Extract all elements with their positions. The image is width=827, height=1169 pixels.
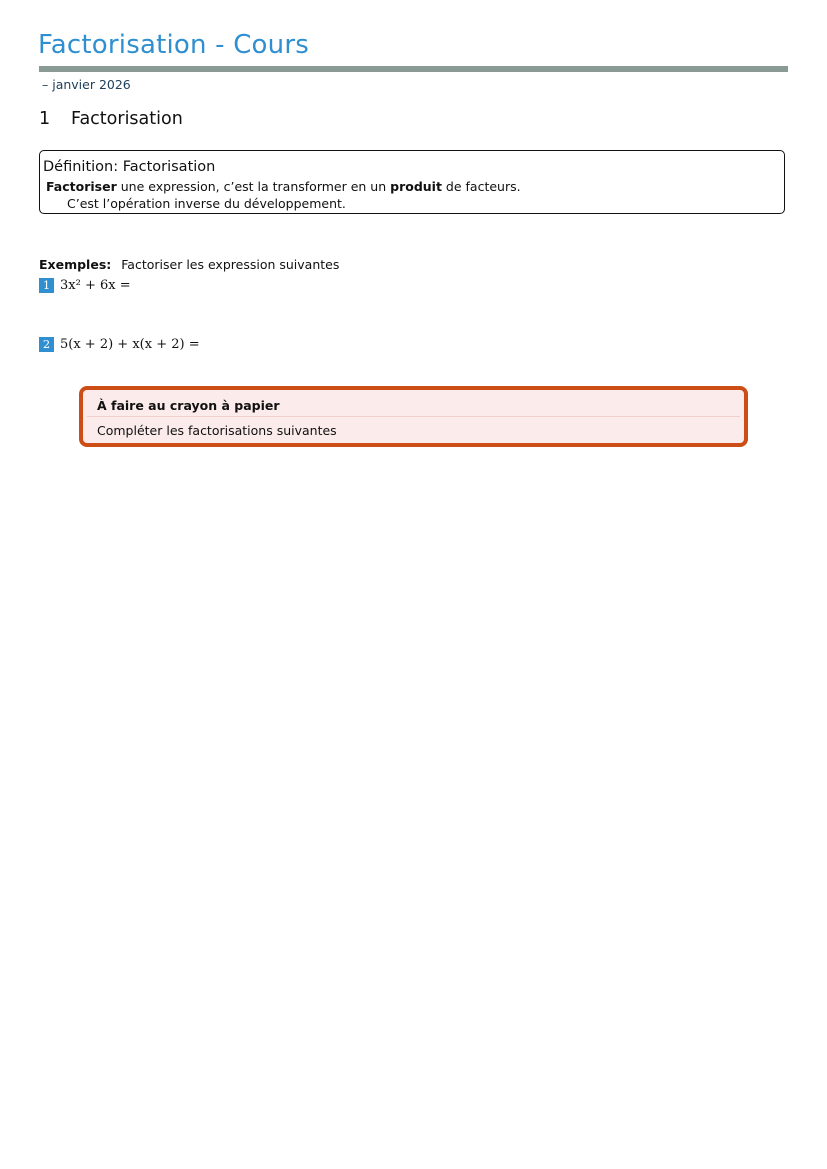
section-title: Factorisation bbox=[71, 109, 183, 129]
item-number-badge: 2 bbox=[39, 337, 54, 352]
definition-text-end: de facteurs. bbox=[441, 179, 521, 194]
examples-label: Exemples: bbox=[39, 257, 112, 272]
page-title: Factorisation - Cours bbox=[38, 30, 309, 60]
example-item bbox=[39, 278, 131, 293]
document-date: – janvier 2026 bbox=[42, 77, 131, 92]
definition-heading: Définition: bbox=[43, 159, 119, 175]
section-number: 1 bbox=[39, 109, 51, 129]
activity-title: À faire au crayon à papier bbox=[97, 398, 280, 413]
activity-text: Compléter les factorisations suivantes bbox=[97, 423, 337, 438]
examples-intro: Factoriser les expression suivantes bbox=[121, 257, 340, 272]
item-number-badge: 1 bbox=[39, 278, 54, 293]
definition-title bbox=[43, 159, 215, 175]
definition-term: Factoriser bbox=[46, 179, 117, 194]
activity-divider bbox=[87, 416, 740, 417]
math-expression: 3x² + 6x = bbox=[60, 278, 131, 293]
examples-heading bbox=[39, 257, 339, 272]
definition-text: une expression, c’est la transformer en un bbox=[116, 179, 391, 194]
definition-line-1 bbox=[46, 179, 521, 194]
section-heading bbox=[39, 109, 183, 129]
example-item bbox=[39, 337, 200, 352]
definition-keyword: produit bbox=[390, 179, 442, 194]
definition-line-2: C’est l’opération inverse du développement. bbox=[67, 196, 346, 211]
math-expression: 5(x + 2) + x(x + 2) = bbox=[60, 337, 200, 352]
definition-name: Factorisation bbox=[122, 159, 216, 175]
title-underline bbox=[39, 66, 788, 72]
